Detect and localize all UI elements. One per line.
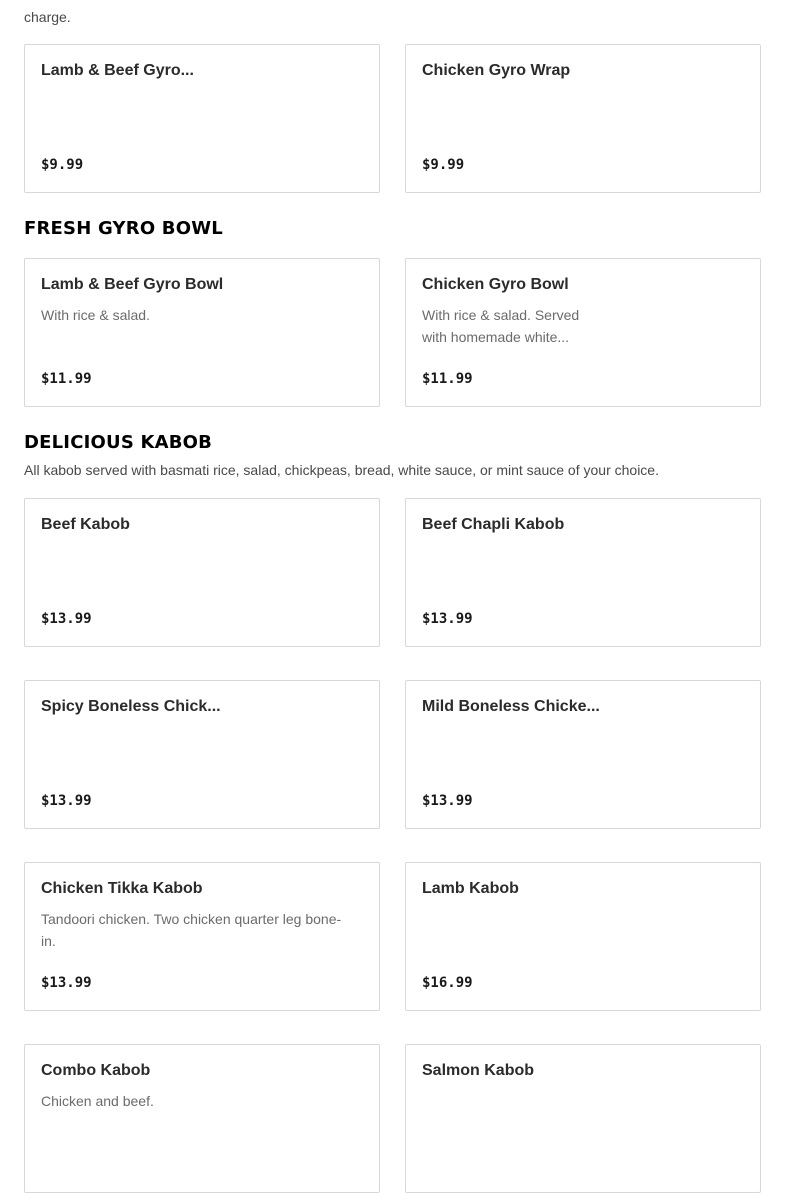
- menu-item-price: $9.99: [422, 157, 465, 173]
- menu-item-description: With rice & salad. Served with homemade white...: [422, 307, 580, 345]
- menu-item-price: $13.99: [422, 793, 473, 809]
- menu-item-card[interactable]: [24, 258, 380, 407]
- menu-item-card[interactable]: [24, 1044, 380, 1193]
- menu-item-price: $13.99: [422, 611, 473, 627]
- menu-item-price: $13.99: [41, 793, 92, 809]
- menu-item-name: Mild Boneless Chicke...: [422, 698, 600, 715]
- section-description: All kabob served with basmati rice, salad, chickpeas, bread, white sauce, or mint sauce of your choice.: [24, 462, 659, 478]
- section-title: FRESH GYRO BOWL: [24, 218, 223, 239]
- menu-item-description: Tandoori chicken. Two chicken quarter leg bone-in.: [41, 911, 342, 949]
- menu-item-price: $16.99: [422, 975, 473, 991]
- menu-item-name: Beef Chapli Kabob: [422, 516, 565, 533]
- section-title: DELICIOUS KABOB: [24, 432, 213, 453]
- section-description: charge.: [24, 9, 71, 25]
- menu-item-price: $13.99: [41, 611, 92, 627]
- menu-item-description: Chicken and beef.: [41, 1093, 154, 1109]
- menu-item-price: $11.99: [422, 371, 473, 387]
- menu-item-name: Beef Kabob: [41, 516, 130, 533]
- menu-item-card[interactable]: [405, 1044, 761, 1193]
- menu-item-card[interactable]: [405, 680, 761, 829]
- menu-item-card[interactable]: [405, 44, 761, 193]
- menu-item-price: $11.99: [41, 371, 92, 387]
- menu-item-card[interactable]: [24, 862, 380, 1011]
- menu-item-price: $13.99: [41, 975, 92, 991]
- menu-item-name: Salmon Kabob: [422, 1062, 535, 1079]
- menu-item-name: Lamb Kabob: [422, 880, 519, 897]
- menu-item-card[interactable]: [24, 680, 380, 829]
- menu-item-card[interactable]: [405, 498, 761, 647]
- menu-item-name: Chicken Gyro Bowl: [422, 276, 569, 293]
- menu-item-card[interactable]: [405, 862, 761, 1011]
- menu-item-name: Lamb & Beef Gyro...: [41, 62, 194, 79]
- menu-item-name: Combo Kabob: [41, 1062, 151, 1079]
- menu-item-name: Chicken Gyro Wrap: [422, 62, 571, 79]
- menu-item-description: With rice & salad.: [41, 307, 150, 323]
- menu-item-name: Chicken Tikka Kabob: [41, 880, 203, 897]
- menu-item-name: Spicy Boneless Chick...: [41, 698, 221, 715]
- menu-item-name: Lamb & Beef Gyro Bowl: [41, 276, 224, 293]
- menu-item-price: $9.99: [41, 157, 84, 173]
- menu-item-card[interactable]: [24, 44, 380, 193]
- menu-item-card[interactable]: [24, 498, 380, 647]
- menu-item-card[interactable]: [405, 258, 761, 407]
